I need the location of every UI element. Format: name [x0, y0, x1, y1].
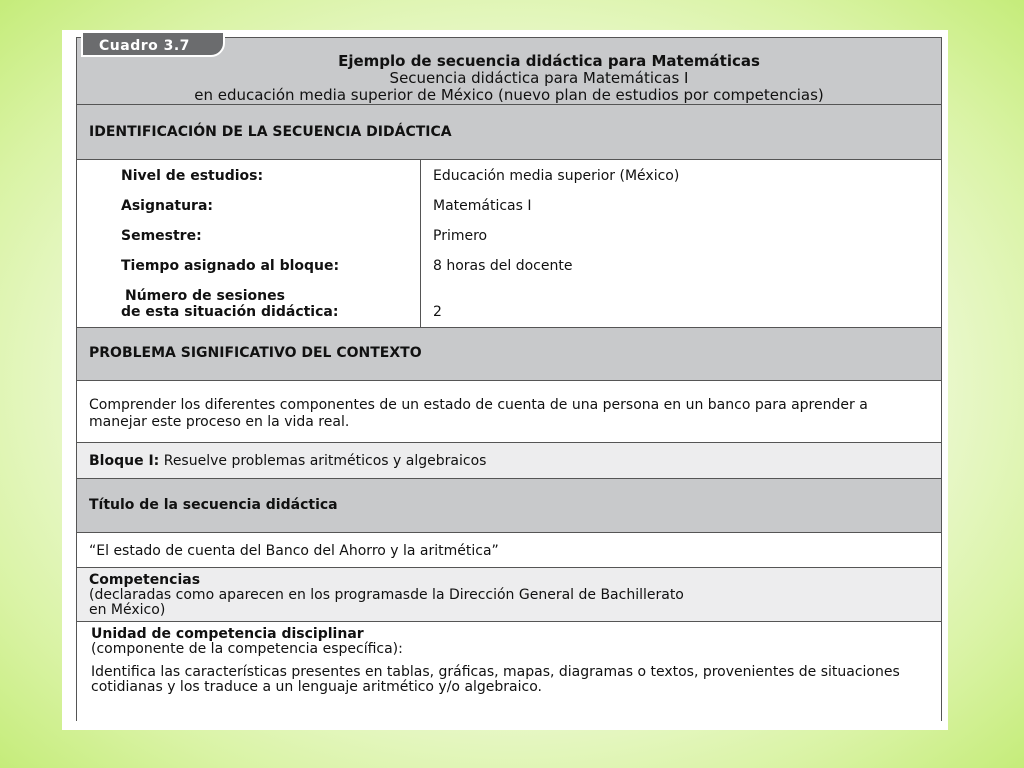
identification-heading: IDENTIFICACIÓN DE LA SECUENCIA DIDÁCTICA — [89, 124, 452, 140]
value-sesiones: 2 — [433, 304, 442, 320]
label-semestre: Semestre: — [121, 228, 202, 244]
document-subtitle-2: en educación media superior de México (nuevo plan de estudios por competencias) — [194, 86, 824, 104]
competencias-line-1: (declaradas como aparecen en los programasde la Dirección General de Bachillerato — [89, 587, 684, 603]
problem-text: Comprender los diferentes componentes de un estado de cuenta de una persona en un banco para aprender a manejar este proceso en la vida real. — [89, 397, 868, 430]
document-page — [62, 30, 948, 730]
title-heading: Título de la secuencia didáctica — [89, 497, 338, 513]
unidad-row — [77, 622, 941, 722]
label-asignatura: Asignatura: — [121, 198, 214, 214]
column-divider — [420, 160, 421, 327]
unidad-text: Identifica las características presentes en tablas, gráficas, mapas, diagramas o textos, provenientes de situaciones cotidianas y los traduce a un lenguaje aritmético y/o algebraico. — [91, 664, 900, 695]
title-section — [77, 479, 941, 533]
label-sesiones-1: Número de sesiones — [125, 288, 285, 304]
value-tiempo: 8 horas del docente — [433, 258, 573, 274]
unidad-block — [91, 627, 931, 695]
competencias-row — [77, 568, 941, 622]
problem-section — [77, 328, 941, 381]
cuadro-badge: Cuadro 3.7 — [81, 31, 225, 57]
document-subtitle: Secuencia didáctica para Matemáticas I — [389, 69, 689, 87]
competencias-heading: Competencias — [89, 572, 201, 588]
didactic-sequence-table — [76, 37, 942, 721]
label-sesiones-2: de esta situación didáctica: — [121, 304, 339, 320]
document-title: Ejemplo de secuencia didáctica para Matemáticas — [338, 52, 760, 70]
value-nivel: Educación media superior (México) — [433, 168, 680, 184]
identification-table — [77, 160, 941, 328]
identification-section — [77, 105, 941, 160]
label-nivel: Nivel de estudios: — [121, 168, 264, 184]
problem-text-row — [77, 381, 941, 443]
problem-heading: PROBLEMA SIGNIFICATIVO DEL CONTEXTO — [89, 345, 422, 361]
value-semestre: Primero — [433, 228, 488, 244]
unidad-subheading: (componente de la competencia específica): — [91, 641, 403, 657]
competencias-block — [89, 573, 684, 618]
bloque-description: Resuelve problemas aritméticos y algebraicos — [163, 453, 487, 469]
sequence-title: “El estado de cuenta del Banco del Ahorro y la aritmética” — [89, 543, 499, 559]
bloque-row — [77, 443, 941, 479]
competencias-line-2: en México) — [89, 602, 166, 618]
label-tiempo: Tiempo asignado al bloque: — [121, 258, 340, 274]
title-text-row — [77, 533, 941, 568]
bloque-text — [89, 453, 486, 469]
value-asignatura: Matemáticas I — [433, 198, 532, 214]
unidad-heading: Unidad de competencia disciplinar — [91, 626, 364, 642]
bloque-label: Bloque I: — [89, 453, 160, 469]
